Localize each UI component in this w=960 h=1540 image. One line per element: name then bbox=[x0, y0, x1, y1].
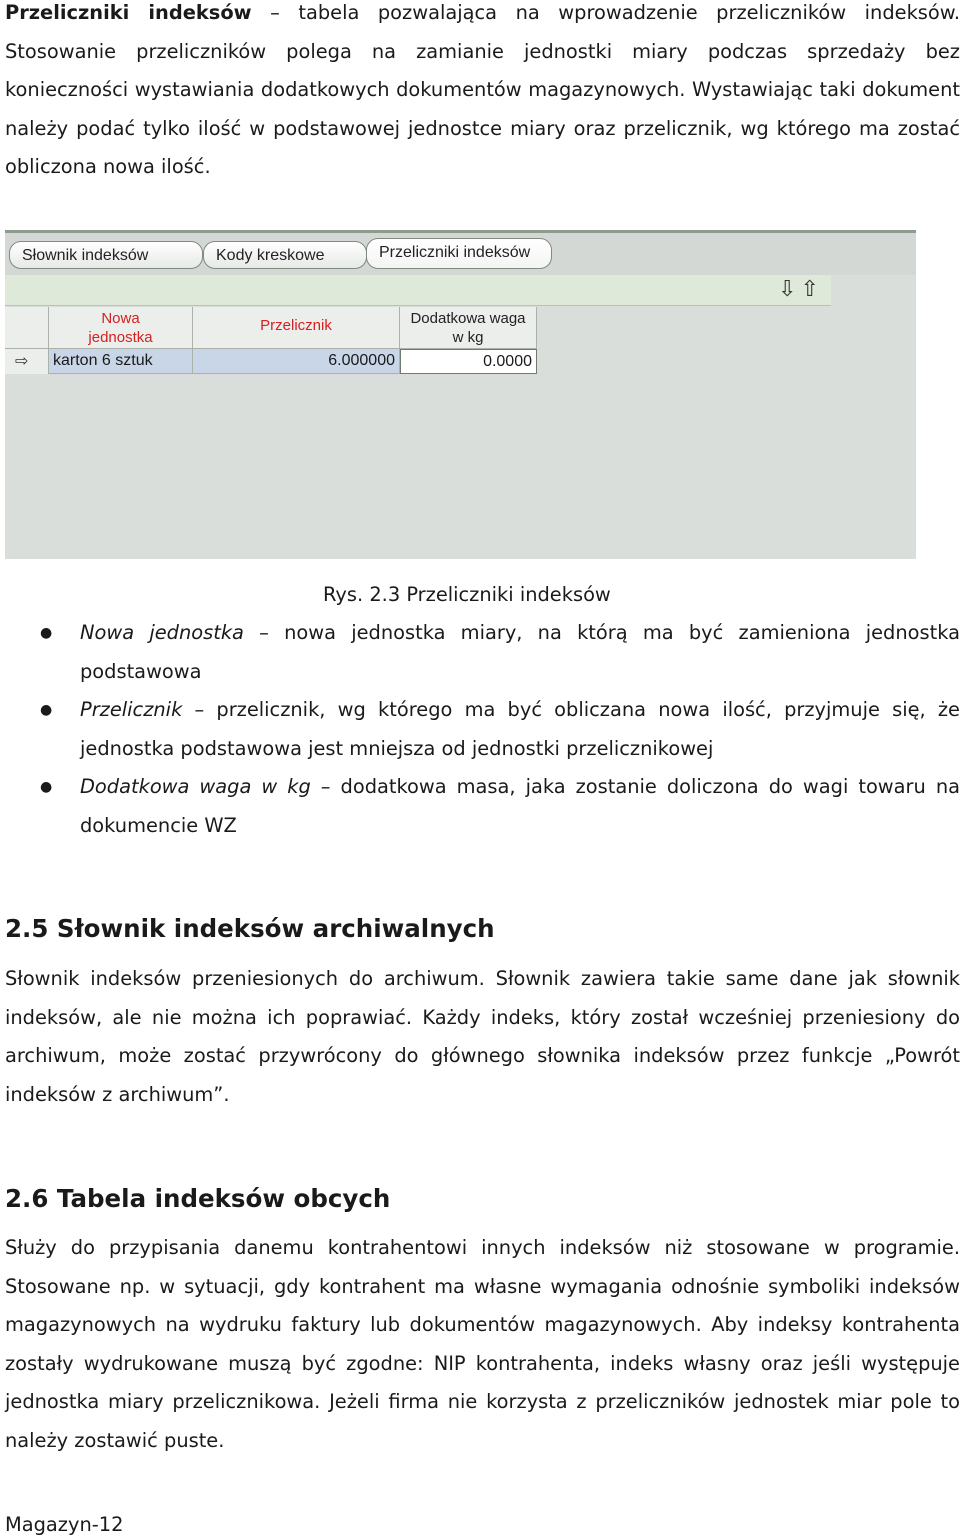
column-header-line: Nowa bbox=[101, 310, 140, 327]
bullet-text: – nowa jednostka miary, na którą ma być zamieniona jednostka podstawowa bbox=[80, 621, 960, 683]
arrow-down-icon[interactable]: ⇩ bbox=[778, 277, 801, 302]
section-heading: 2.5 Słownik indeksów archiwalnych bbox=[5, 914, 495, 943]
toolbar-arrows bbox=[778, 279, 823, 301]
tab-slownik-indeksow[interactable]: Słownik indeksów bbox=[9, 241, 203, 269]
section-paragraph: Służy do przypisania danemu kontrahentowi innych indeksów niż stosowane w programie. Stosowane np. w sytuacji, gdy kontrahent ma własne wymagania odnośnie symboliki indeksów magazynowych na wydruku faktury lub dokumentów magazynowych. Aby indeksy kontrahenta zostały wydrukowane muszą być zgodne: NIP kontrahenta, indeks własny oraz jeśli występuje jednostka miary przelicznikowa. Jeżeli firma nie korzysta z przeliczników jednostek miar pole to należy zostawić puste. bbox=[5, 1236, 960, 1452]
column-header-nowa-jednostka[interactable] bbox=[49, 307, 193, 349]
column-header-line: w kg bbox=[452, 329, 484, 346]
arrow-up-icon[interactable]: ⇧ bbox=[800, 277, 823, 302]
screenshot-figure bbox=[5, 230, 916, 559]
bullet-icon: ● bbox=[40, 779, 53, 795]
bullet-term: Nowa jednostka bbox=[80, 621, 244, 644]
bullet-text: – dodatkowa masa, jaka zostanie doliczona do wagi towaru na dokumencie WZ bbox=[80, 775, 960, 837]
intro-term: Przeliczniki indeksów bbox=[5, 1, 252, 24]
list-item bbox=[0, 768, 960, 845]
bullet-icon: ● bbox=[40, 625, 53, 641]
current-row-arrow-icon: ⇨ bbox=[5, 349, 49, 374]
grid-toolbar bbox=[5, 275, 831, 306]
cell-przelicznik[interactable]: 6.000000 bbox=[193, 349, 400, 374]
cell-nowa-jednostka[interactable]: karton 6 sztuk bbox=[49, 349, 193, 374]
figure-caption: Rys. 2.3 Przeliczniki indeksów bbox=[323, 583, 611, 606]
bullet-term: Przelicznik bbox=[80, 698, 183, 721]
column-header-line: Przelicznik bbox=[260, 317, 332, 334]
list-item bbox=[0, 614, 960, 691]
intro-paragraph bbox=[5, 0, 960, 187]
bullet-term: Dodatkowa waga w kg bbox=[80, 775, 311, 798]
grid-corner bbox=[5, 307, 49, 349]
bullet-icon: ● bbox=[40, 702, 53, 718]
bullet-text: – przelicznik, wg którego ma być obliczana nowa ilość, przyjmuje się, że jednostka podstawowa jest mniejsza od jednostki przelicznikowej bbox=[80, 698, 960, 760]
cell-dodatkowa-waga[interactable]: 0.0000 bbox=[400, 349, 537, 374]
intro-text: tabela pozwalająca na wprowadzenie przeliczników indeksów. Stosowanie przeliczników polega na zamianie jednostki miary podczas sprzedaży bez konieczności wystawiania dodatkowych dokumentów magazynowych. Wystawiając taki dokument należy podać tylko ilość w podstawowej jednostce miary oraz przelicznik, wg którego ma zostać obliczona nowa ilość. bbox=[5, 1, 960, 178]
tab-kody-kreskowe[interactable]: Kody kreskowe bbox=[203, 241, 367, 269]
intro-dash: – bbox=[251, 1, 299, 24]
list-item bbox=[0, 691, 960, 768]
page-footer: Magazyn-12 bbox=[5, 1513, 124, 1536]
column-header-dodatkowa-waga[interactable] bbox=[400, 307, 537, 349]
column-header-przelicznik[interactable] bbox=[193, 307, 400, 349]
definition-list bbox=[0, 614, 960, 845]
section-paragraph: Słownik indeksów przeniesionych do archiwum. Słownik zawiera takie same dane jak słownik indeksów, ale nie można ich poprawiać. Każdy indeks, który został wcześniej przeniesiony do archiwum, może zostać przywrócony do głównego słownika indeksów przez funkcje „Powrót indeksów z archiwum”. bbox=[5, 967, 960, 1106]
tab-przeliczniki-indeksow[interactable]: Przeliczniki indeksów bbox=[366, 238, 552, 269]
column-header-line: Dodatkowa waga bbox=[410, 310, 526, 327]
section-heading: 2.6 Tabela indeksów obcych bbox=[5, 1184, 391, 1213]
tab-bar bbox=[5, 233, 916, 275]
column-header-line: jednostka bbox=[88, 329, 153, 346]
